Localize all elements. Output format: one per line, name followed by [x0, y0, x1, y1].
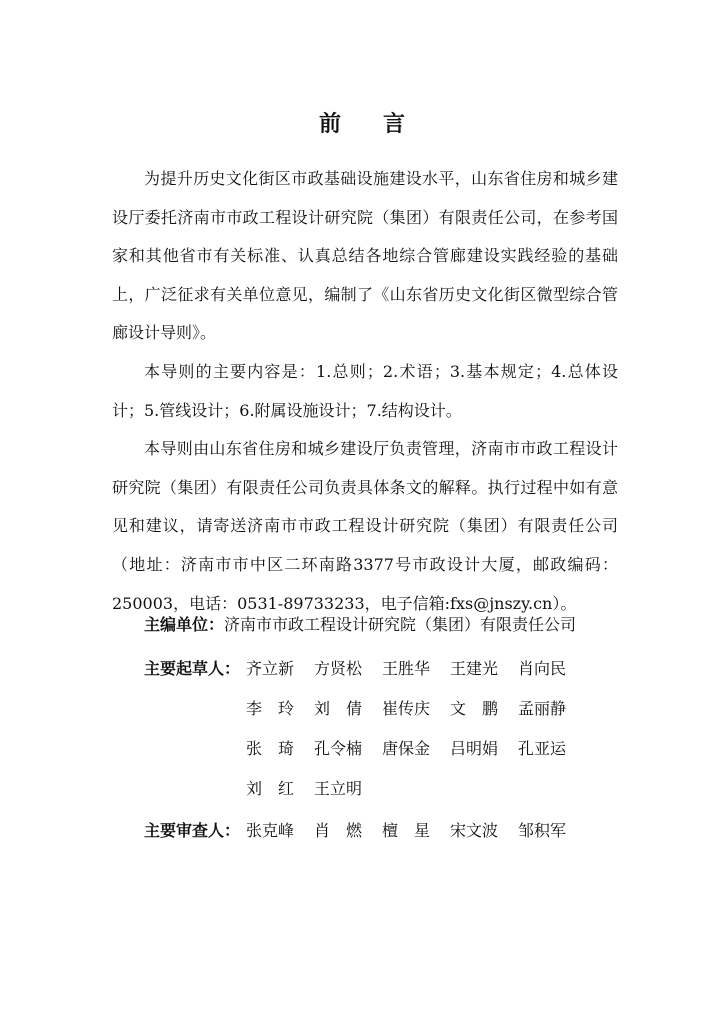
editor-row [144, 612, 576, 635]
reviewers-label-row [144, 818, 240, 841]
drafter-name: 张 琦 [246, 739, 295, 758]
drafter-name: 唐保金 [382, 739, 431, 758]
drafter-name: 孔令楠 [314, 739, 363, 758]
reviewer-name: 肖 燃 [314, 821, 363, 840]
reviewers-row [246, 818, 586, 841]
reviewer-name: 张克峰 [246, 821, 295, 840]
paragraph-contents: 本导则的主要内容是：1.总则；2.术语；3.基本规定；4.总体设计；5.管线设计；6.附属设施设计；7.结构设计。 [112, 361, 618, 420]
drafters-label-row [144, 656, 240, 679]
drafters-label: 主要起草人： [144, 659, 241, 678]
reviewers-label: 主要审查人： [144, 821, 241, 840]
drafter-name: 孟丽静 [518, 699, 567, 718]
drafter-name: 吕明娟 [450, 739, 499, 758]
drafter-name: 李 玲 [246, 699, 295, 718]
drafter-name: 王建光 [450, 659, 499, 678]
preface-body [112, 160, 618, 623]
drafters-row-4 [246, 776, 382, 799]
title-char-1: 前 [318, 111, 341, 137]
drafters-row-1 [246, 656, 586, 679]
drafter-name: 王胜华 [382, 659, 431, 678]
drafter-name: 齐立新 [246, 659, 295, 678]
drafter-name: 刘 红 [246, 779, 295, 798]
paragraph-purpose: 为提升历史文化街区市政基础设施建设水平，山东省住房和城乡建设厅委托济南市市政工程设计研究院（集团）有限责任公司，在参考国家和其他省市有关标准、认真总结各地综合管廊建设实践经验的基础上，广泛征求有关单位意见，编制了《山东省历史文化街区微型综合管廊设计导则》。 [112, 169, 618, 343]
editor-label: 主编单位： [144, 615, 225, 634]
drafter-name: 方贤松 [314, 659, 363, 678]
drafter-name: 肖向民 [518, 659, 567, 678]
drafter-name: 崔传庆 [382, 699, 431, 718]
drafter-name: 刘 倩 [314, 699, 363, 718]
drafter-name: 孔亚运 [518, 739, 567, 758]
drafters-row-2 [246, 696, 586, 719]
editor-value: 济南市市政工程设计研究院（集团）有限责任公司 [224, 615, 577, 634]
paragraph-contact: 本导则由山东省住房和城乡建设厅负责管理，济南市市政工程设计研究院（集团）有限责任公司负责具体条文的解释。执行过程中如有意见和建议，请寄送济南市市政工程设计研究院（集团）有限责任公司（地址：济南市市中区二环南路3377号市政设计大厦，邮政编码：250003，电话：0531-89733233，电子信箱:fxs@jnszy.cn）。 [112, 439, 618, 613]
reviewer-name: 邹积军 [518, 821, 567, 840]
drafter-name: 王立明 [314, 779, 363, 798]
drafters-row-3 [246, 736, 586, 759]
title-char-2: 言 [383, 111, 406, 137]
page-title [0, 107, 724, 138]
reviewer-name: 宋文波 [450, 821, 499, 840]
reviewer-name: 檀 星 [382, 821, 431, 840]
drafter-name: 文 鹏 [450, 699, 499, 718]
